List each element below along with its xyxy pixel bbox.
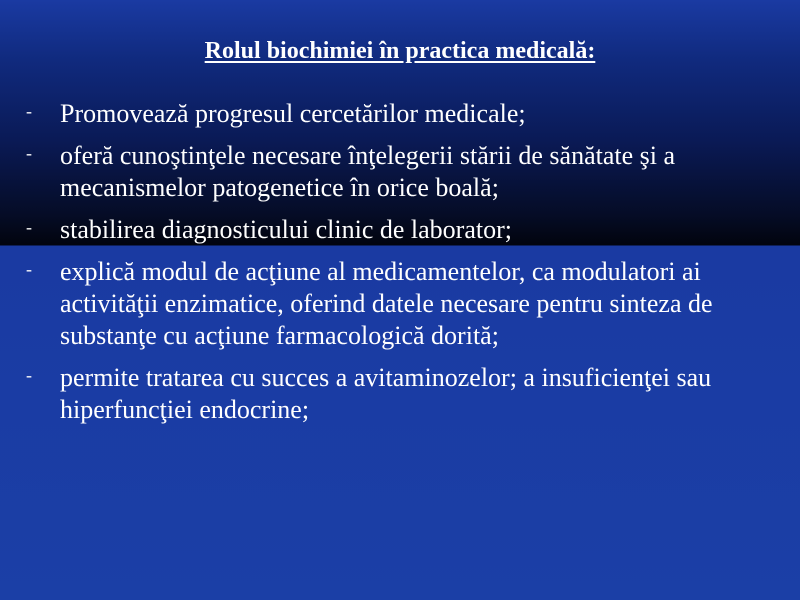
bullet-text: oferă cunoştinţele necesare înţelegerii stării de sănătate şi a mecanismelor patogenetice în orice boală; xyxy=(60,141,676,202)
bullet-text: explică modul de acţiune al medicamentelor, ca modulatori ai activităţii enzimatice, oferind datele necesare pentru sinteza de substanţe cu acţiune farmacologică dorită; xyxy=(60,257,713,350)
bullet-list xyxy=(26,98,786,436)
bullet-text: Promovează progresul cercetărilor medicale; xyxy=(60,99,526,128)
list-item xyxy=(26,256,786,352)
bullet-marker: - xyxy=(26,217,32,237)
bullet-marker: - xyxy=(26,101,32,121)
bullet-marker: - xyxy=(26,143,32,163)
bullet-text: permite tratarea cu succes a avitaminozelor; a insuficienţei sau hiperfuncţiei endocrine; xyxy=(60,363,712,424)
slide-title: Rolul biochimiei în practica medicală: xyxy=(204,38,596,64)
list-item xyxy=(26,140,786,204)
bullet-marker: - xyxy=(26,259,32,279)
bullet-text: stabilirea diagnosticului clinic de laborator; xyxy=(60,215,512,244)
bullet-marker: - xyxy=(26,365,32,385)
list-item xyxy=(26,214,786,246)
list-item xyxy=(26,98,786,130)
list-item xyxy=(26,362,786,426)
